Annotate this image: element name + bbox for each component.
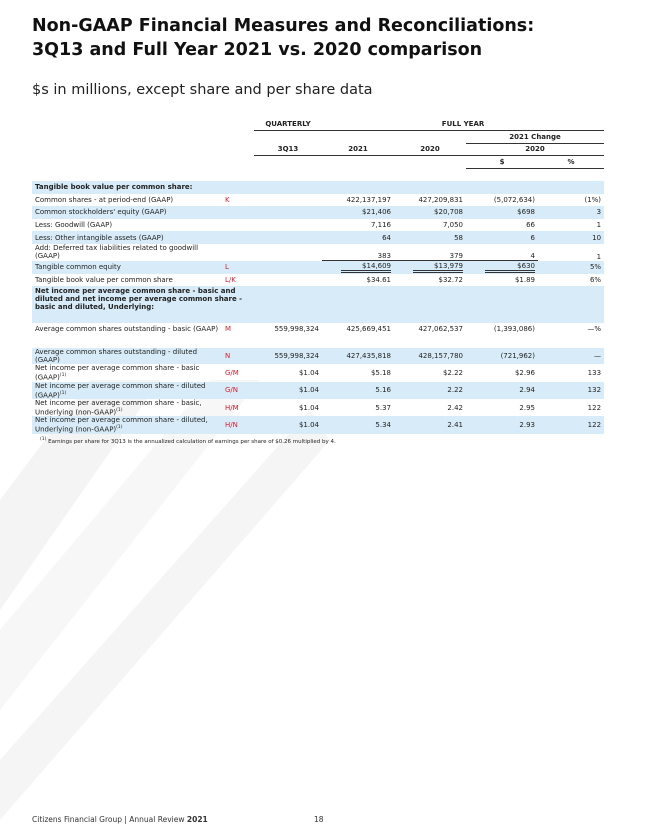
row-ref <box>222 206 254 219</box>
title-line-2: 3Q13 and Full Year 2021 vs. 2020 comparison <box>32 40 483 60</box>
cell-pct: 1 <box>596 221 602 230</box>
cell-pct: 1 <box>596 252 602 261</box>
cell-3q13: 559,998,324 <box>254 348 322 364</box>
cell-pct: 6% <box>589 275 602 284</box>
table-row <box>32 399 604 416</box>
page-number: 18 <box>314 815 324 824</box>
section-tbv-title: Tangible book value per common share: <box>32 181 604 194</box>
row-ref <box>222 244 254 261</box>
row-ref: N <box>222 348 254 364</box>
cell-3q13: $1.04 <box>298 368 319 377</box>
row-ref: M <box>225 325 232 334</box>
header-full-year: FULL YEAR <box>322 118 604 131</box>
table-row <box>32 219 604 232</box>
cell-pct: — <box>538 348 604 364</box>
header-3q13: 3Q13 <box>254 143 322 156</box>
cell-2020: 428,157,780 <box>394 348 466 364</box>
cell-change: (1,393,086) <box>493 325 535 334</box>
page-subtitle: $s in millions, except share and per share data <box>32 82 373 98</box>
cell-2021: 7,116 <box>370 221 391 230</box>
page-title <box>32 14 622 62</box>
cell-2021: $5.18 <box>370 368 391 377</box>
cell-change: (721,962) <box>466 348 538 364</box>
row-ref <box>222 219 254 232</box>
row-ref: L/K <box>225 275 236 284</box>
cell-3q13: 559,998,324 <box>274 325 319 334</box>
header-pct: % <box>538 156 604 169</box>
cell-change: (5,072,634) <box>493 195 535 204</box>
cell-change: $1.89 <box>514 275 535 284</box>
table-row <box>32 194 604 207</box>
row-label: Less: Other intangible assets (GAAP) <box>32 231 222 244</box>
table-row <box>32 206 604 219</box>
cell-3q13 <box>254 244 322 261</box>
row-label: Net income per average common share - diluted (GAAP)$^{(1)}$ <box>32 382 222 399</box>
cell-3q13: $1.04 <box>254 416 322 433</box>
cell-2021: 64 <box>322 231 394 244</box>
cell-2021: $34.61 <box>366 275 391 284</box>
cell-3q13 <box>254 261 322 274</box>
row-ref: G/N <box>222 382 254 399</box>
cell-2020: 2.41 <box>394 416 466 433</box>
cell-3q13 <box>254 206 322 219</box>
cell-3q13 <box>254 274 322 287</box>
table-row <box>32 382 604 399</box>
section-header <box>32 181 604 194</box>
cell-pct: 132 <box>538 382 604 399</box>
cell-2020: 427,062,537 <box>418 325 463 334</box>
header-2020: 2020 <box>394 143 466 156</box>
background-decoration <box>0 380 645 840</box>
cell-2020: 2.42 <box>447 403 463 412</box>
cell-3q13 <box>254 194 322 207</box>
row-label: Common stockholders' equity (GAAP) <box>32 206 222 219</box>
row-ref: K <box>225 195 230 204</box>
section-ni-title: Net income per average common share - basic and diluted and net income per average common share - basic and diluted, Underlying: <box>32 286 254 311</box>
header-row-4 <box>32 156 604 169</box>
cell-2020: $20,708 <box>394 206 466 219</box>
cell-2020: 379 <box>449 252 463 261</box>
cell-3q13 <box>254 219 322 232</box>
cell-2021: 422,137,197 <box>346 195 391 204</box>
row-label: Net income per average common share - diluted, Underlying (non-GAAP)$^{(1)}$ <box>32 416 222 433</box>
cell-change: 2.94 <box>466 382 538 399</box>
cell-2021: 5.34 <box>322 416 394 433</box>
cell-2021: 5.37 <box>375 403 391 412</box>
row-label: Average common shares outstanding - basic (GAAP) <box>35 325 219 334</box>
cell-pct: 133 <box>587 368 602 377</box>
table-row <box>32 323 604 336</box>
footer: Citizens Financial Group | Annual Review 2021 <box>32 815 208 824</box>
header-row-1 <box>32 118 604 131</box>
header-dollar: $ <box>466 156 538 169</box>
header-quarterly: QUARTERLY <box>254 118 322 131</box>
cell-pct: 122 <box>587 403 602 412</box>
cell-change: 66 <box>526 221 535 230</box>
row-ref: L <box>222 261 254 274</box>
cell-2021: $21,406 <box>322 206 394 219</box>
header-change-year: 2020 <box>466 143 604 156</box>
row-label: Less: Goodwill (GAAP) <box>35 221 113 230</box>
cell-3q13: $1.04 <box>298 403 319 412</box>
reconciliation-table <box>32 118 604 434</box>
cell-3q13: $1.04 <box>254 382 322 399</box>
header-row-3 <box>32 143 604 156</box>
cell-2020: 7,050 <box>442 221 463 230</box>
cell-2021: 383 <box>377 252 391 261</box>
row-ref: H/N <box>222 416 254 433</box>
row-ref: G/M <box>225 368 239 377</box>
table-row <box>32 231 604 244</box>
cell-2021: 427,435,818 <box>322 348 394 364</box>
row-label: Net income per average common share - basic (GAAP)$^{(1)}$ <box>35 364 200 382</box>
cell-2020: 427,209,831 <box>418 195 463 204</box>
cell-2020: $32.72 <box>438 275 463 284</box>
table-row <box>32 348 604 364</box>
header-2021: 2021 <box>322 143 394 156</box>
table-row <box>32 261 604 274</box>
cell-change: 4 <box>530 252 535 261</box>
cell-change: 2.95 <box>519 403 535 412</box>
row-ref: H/M <box>225 403 239 412</box>
table-row <box>32 274 604 287</box>
row-label: Tangible book value per common share <box>35 275 173 284</box>
cell-change: $698 <box>466 206 538 219</box>
cell-2020: 58 <box>394 231 466 244</box>
footnote: $^{(1)}$ Earnings per share for 3Q13 is the annualized calculation of earnings per share of $0.26 multiplied by 4. <box>40 437 336 445</box>
cell-pct: 3 <box>538 206 604 219</box>
row-label: Average common shares outstanding - diluted (GAAP) <box>32 348 222 364</box>
cell-pct: 10 <box>538 231 604 244</box>
cell-2021: $14,609 <box>322 261 394 274</box>
cell-change: $630 <box>466 261 538 274</box>
title-line-1: Non-GAAP Financial Measures and Reconciliations: <box>32 16 535 36</box>
cell-2020: $2.22 <box>442 368 463 377</box>
row-label: Common shares - at period-end (GAAP) <box>35 195 174 204</box>
row-label: Add: Deferred tax liabilities related to goodwill (GAAP) <box>35 244 199 261</box>
cell-pct: (1%) <box>584 195 602 204</box>
cell-2021: 425,669,451 <box>346 325 391 334</box>
cell-pct: —% <box>587 325 602 334</box>
table-row <box>32 364 604 381</box>
cell-change: 2.93 <box>466 416 538 433</box>
cell-3q13 <box>254 231 322 244</box>
cell-2021: 5.16 <box>322 382 394 399</box>
cell-pct: 122 <box>538 416 604 433</box>
cell-change: $2.96 <box>514 368 535 377</box>
section-header <box>32 286 604 311</box>
row-label: Tangible common equity <box>32 261 222 274</box>
row-ref <box>222 231 254 244</box>
table-row <box>32 244 604 261</box>
cell-2020: $13,979 <box>394 261 466 274</box>
row-label: Net income per average common share - basic, Underlying (non-GAAP)$^{(1)}$ <box>35 398 202 417</box>
header-change: 2021 Change <box>466 131 604 144</box>
cell-2020: 2.22 <box>394 382 466 399</box>
table-row <box>32 416 604 433</box>
header-row-2 <box>32 131 604 144</box>
cell-pct: 5% <box>538 261 604 274</box>
cell-change: 6 <box>466 231 538 244</box>
